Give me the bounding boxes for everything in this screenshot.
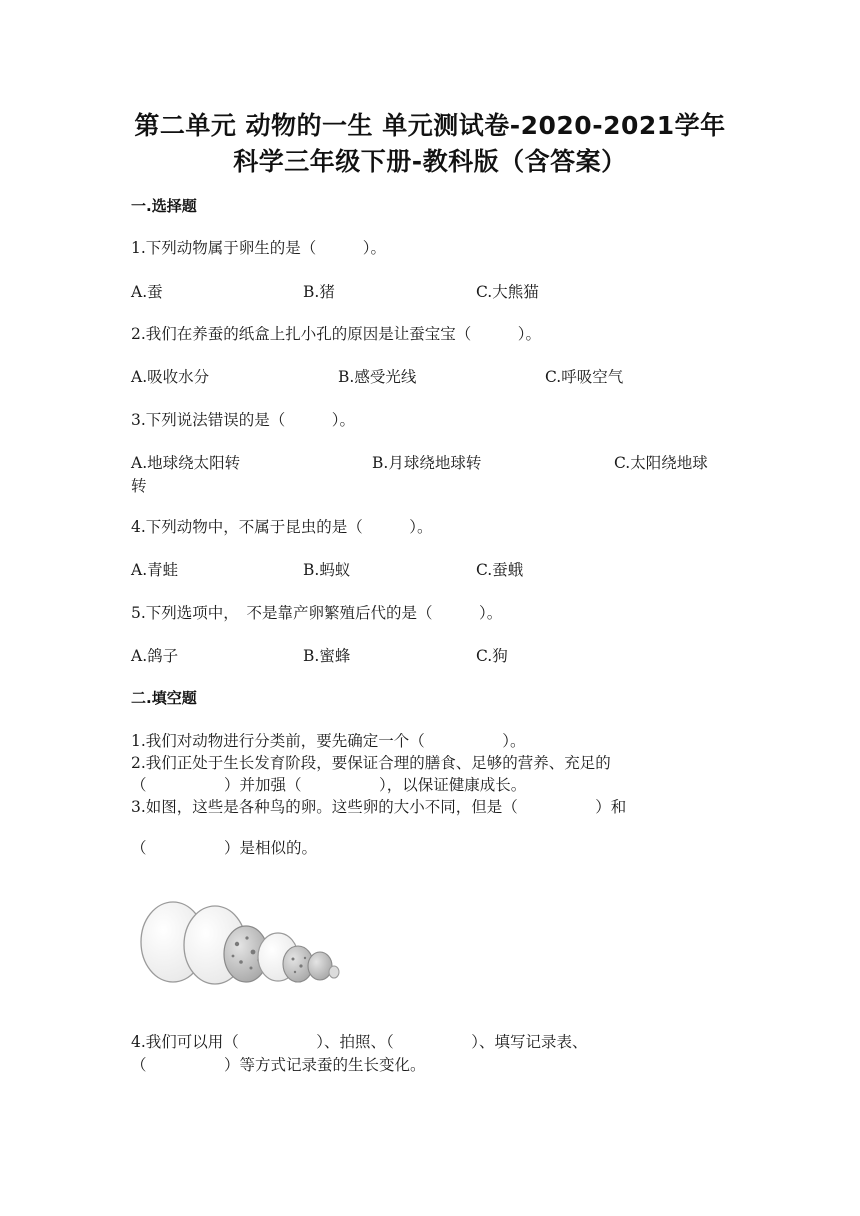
- question-2-option-b: B.感受光线: [338, 368, 417, 386]
- page-title-line-2: 科学三年级下册-教科版（含答案）: [233, 147, 627, 176]
- fill-4-text-line-2: （ ）等方式记录蚕的生长变化。: [131, 1056, 426, 1074]
- egg-small-gray: [308, 952, 332, 980]
- page-title-line-1: 第二单元 动物的一生 单元测试卷-2020-2021学年: [134, 111, 726, 140]
- question-4-option-a: A.青蛙: [131, 561, 179, 579]
- question-2-text: 2.我们在养蚕的纸盒上扎小孔的原因是让蚕宝宝（ ）。: [131, 325, 542, 343]
- question-3-option-c: C.太阳绕地球: [614, 454, 708, 472]
- fill-3-text-line-2: （ ）是相似的。: [131, 839, 318, 857]
- question-5-option-b: B.蜜蜂: [303, 647, 351, 665]
- question-5-option-c: C.狗: [476, 647, 508, 665]
- question-5-option-a: A.鸽子: [131, 647, 179, 665]
- question-3-option-a: A.地球绕太阳转: [131, 454, 241, 472]
- question-4-option-c: C.蚕蛾: [476, 561, 524, 579]
- question-4-text: 4.下列动物中，不属于昆虫的是（ ）。: [131, 518, 433, 536]
- question-2-option-c: C.呼吸空气: [545, 368, 624, 386]
- question-3-option-b: B.月球绕地球转: [372, 454, 482, 472]
- question-2-option-a: A.吸收水分: [131, 368, 210, 386]
- fill-2-text-line-1: 2.我们正处于生长发育阶段，要保证合理的膳食、足够的营养、充足的: [131, 754, 611, 772]
- fill-4-text-line-1: 4.我们可以用（ ）、拍照、（ ）、填写记录表、: [131, 1033, 588, 1051]
- question-1-option-a: A.蚕: [131, 283, 163, 301]
- question-1-option-b: B.猪: [303, 283, 335, 301]
- section-heading-fill-blank: 二.填空题: [131, 689, 197, 707]
- bird-eggs-illustration: [133, 892, 353, 992]
- question-1-text: 1.下列动物属于卵生的是（ ）。: [131, 239, 387, 257]
- question-1-option-c: C.大熊猫: [476, 283, 539, 301]
- fill-1-text: 1.我们对动物进行分类前，要先确定一个（ ）。: [131, 732, 526, 750]
- fill-3-text-line-1: 3.如图，这些是各种鸟的卵。这些卵的大小不同，但是（ ）和: [131, 798, 627, 816]
- fill-2-text-line-2: （ ）并加强（ ），以保证健康成长。: [131, 776, 527, 794]
- egg-tiny: [329, 966, 339, 978]
- question-3-option-c-wrap: 转: [131, 477, 147, 495]
- question-3-text: 3.下列说法错误的是（ ）。: [131, 411, 356, 429]
- question-5-text: 5.下列选项中， 不是靠产卵繁殖后代的是（ ）。: [131, 604, 503, 622]
- section-heading-choice: 一.选择题: [131, 197, 197, 215]
- question-4-option-b: B.蚂蚁: [303, 561, 351, 579]
